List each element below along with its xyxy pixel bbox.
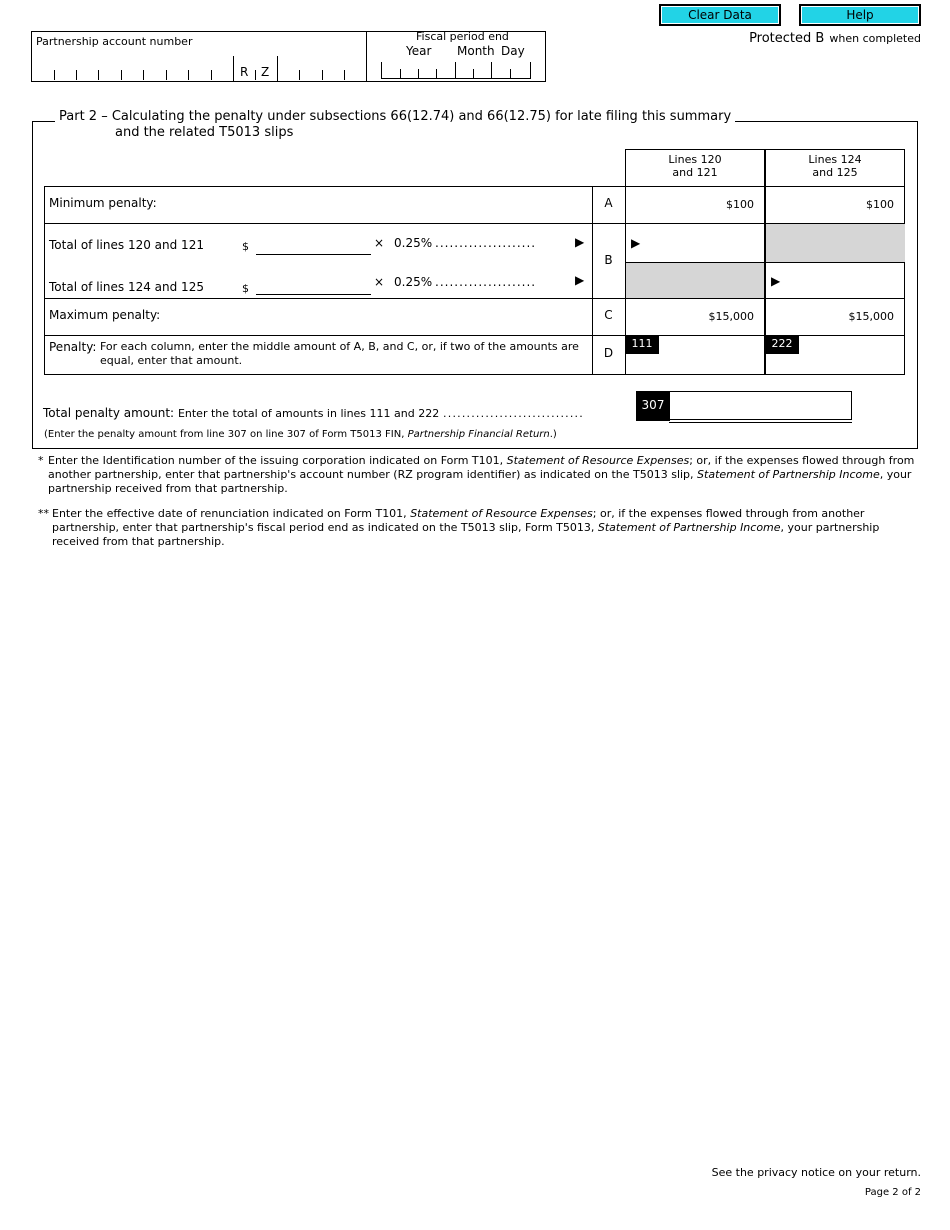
line-307-input[interactable]: [669, 391, 852, 420]
maximum-penalty-label: Maximum penalty:: [49, 308, 161, 322]
tick: [400, 69, 401, 79]
leader-dots: .....................: [435, 236, 537, 250]
penalty-label: Penalty:: [49, 340, 97, 354]
rate-b2: 0.25%: [394, 275, 433, 289]
clear-data-button[interactable]: Clear Data: [659, 4, 781, 26]
fiscal-sep-2: [491, 62, 492, 79]
tick: [98, 70, 99, 80]
penalty-instruction-line2: equal, enter that amount.: [100, 354, 243, 367]
letter-b: B: [604, 253, 613, 267]
b-col2-input[interactable]: [785, 264, 900, 297]
footnote-2-text: partnership, enter that partnership's fiscal period end as indicated on the T5013 slip, Form T5013,: [52, 521, 595, 534]
tick: [344, 70, 345, 80]
rz-z: Z: [261, 65, 270, 79]
penalty-instruction-line1: For each column, enter the middle amount of A, B, and C, or, if two of the amounts are: [100, 340, 579, 353]
tick: [166, 70, 167, 80]
max-penalty-col1: $15,000: [708, 310, 754, 323]
tick: [299, 70, 300, 80]
footnote-2-mark: **: [38, 507, 49, 520]
year-label: Year: [406, 44, 432, 58]
footnote-1-line1: [48, 454, 918, 468]
footnote-2-line2: [52, 521, 918, 535]
total-penalty-note: [44, 429, 557, 440]
arrow-icon: ▶: [631, 236, 641, 250]
tick: [54, 70, 55, 80]
tick: [473, 69, 474, 79]
total-penalty-label: Total penalty amount:: [43, 406, 175, 420]
part2-title-line1: Part 2 – Calculating the penalty under subsections 66(12.74) and 66(12.75) for late filing this summary: [55, 109, 735, 124]
minimum-penalty-label: Minimum penalty:: [49, 196, 157, 210]
footnote-1-text: another partnership, enter that partnership's account number (RZ program identifier) as indicated on the T5013 slip,: [48, 468, 694, 481]
protected-suffix: when completed: [829, 32, 921, 45]
footnote-2-line1: [52, 507, 918, 521]
total-124-125-input[interactable]: [256, 274, 371, 295]
b-col1-input[interactable]: [645, 226, 760, 260]
tick: [436, 69, 437, 79]
min-penalty-col2: $100: [866, 198, 894, 211]
footnote-1-text: ; or, if the expenses flowed through from: [689, 454, 915, 467]
protected-b-label: [749, 27, 921, 46]
month-label: Month: [457, 44, 495, 58]
line-307-badge: 307: [636, 391, 670, 421]
footnote-1-line3: partnership received from that partnership.: [48, 482, 288, 495]
footnote-1-italic: Statement of Resource Expenses: [506, 454, 690, 467]
total-penalty-text: Enter the total of amounts in lines 111 and 222: [177, 407, 440, 420]
tick: [510, 69, 511, 79]
footnote-1-mark: *: [38, 454, 44, 467]
note-italic: Partnership Financial Return: [407, 429, 550, 440]
fiscal-sep-1: [455, 62, 456, 79]
rz-r: R: [240, 65, 249, 79]
day-label: Day: [501, 44, 525, 58]
footnote-2-italic: Statement of Resource Expenses: [410, 507, 593, 520]
fiscal-left: [381, 62, 382, 79]
col2-header-line2: and 125: [812, 166, 858, 179]
page-number: Page 2 of 2: [864, 1187, 921, 1198]
leader-dots: ..............................: [443, 407, 584, 420]
letter-d: D: [603, 346, 614, 360]
min-penalty-col1: $100: [726, 198, 754, 211]
rz-divider-left: [233, 56, 234, 81]
note-suffix: .): [549, 429, 557, 440]
col2-header: [766, 153, 904, 179]
b-col1-shaded: [626, 263, 764, 298]
letter-a: A: [604, 196, 613, 210]
times-sign: ×: [374, 275, 385, 289]
footnote-2-line3: received from that partnership.: [52, 535, 225, 548]
footnote-2-italic: Statement of Partnership Income: [597, 521, 781, 534]
footnote-1-italic: Statement of Partnership Income: [697, 468, 880, 481]
tick: [211, 70, 212, 80]
total-lines-124-125-label: Total of lines 124 and 125: [49, 280, 204, 294]
footnote-1-text: , your: [879, 468, 912, 481]
line-222-badge: 222: [765, 336, 799, 354]
letter-c: C: [604, 308, 613, 322]
leader-dots: .....................: [435, 275, 537, 289]
dollar-sign: $: [242, 282, 249, 295]
b-col2-shaded: [766, 224, 905, 262]
footnote-2-text: Enter the effective date of renunciation indicated on Form T101,: [52, 507, 407, 520]
tick: [121, 70, 122, 80]
account-number-label: Partnership account number: [36, 35, 193, 48]
col1-header: [626, 153, 764, 179]
help-button[interactable]: Help: [799, 4, 921, 26]
total-120-121-input[interactable]: [256, 234, 371, 255]
total-lines-120-121-label: Total of lines 120 and 121: [49, 238, 204, 252]
line-111-input[interactable]: [660, 337, 764, 374]
arrow-icon: ▶: [575, 273, 585, 287]
tick: [143, 70, 144, 80]
rate-b1: 0.25%: [394, 236, 433, 250]
footnote-2: [52, 507, 918, 549]
col2-header-line1: Lines 124: [808, 153, 862, 166]
footnote-1: [48, 454, 918, 496]
line-222-input[interactable]: [800, 337, 904, 374]
row-line-b: [44, 298, 905, 299]
privacy-notice: See the privacy notice on your return.: [711, 1166, 921, 1179]
fiscal-period-label: Fiscal period end: [416, 30, 509, 43]
times-sign: ×: [374, 236, 385, 250]
tick: [418, 69, 419, 79]
line-307-underline: [669, 422, 852, 423]
arrow-icon: ▶: [575, 235, 585, 249]
total-penalty-row: [43, 406, 584, 420]
penalty-instruction: [100, 340, 590, 368]
col1-header-line1: Lines 120: [668, 153, 722, 166]
footnote-2-text: ; or, if the expenses flowed through from another: [592, 507, 865, 520]
header-divider: [366, 31, 367, 82]
tick: [188, 70, 189, 80]
line-111-badge: 111: [625, 336, 659, 354]
footnote-2-text: , your partnership: [780, 521, 880, 534]
max-penalty-col2: $15,000: [848, 310, 894, 323]
tick: [322, 70, 323, 80]
col1-header-line2: and 121: [672, 166, 718, 179]
fiscal-period-field[interactable]: [381, 60, 531, 80]
note-prefix: (Enter the penalty amount from line 307 on line 307 of Form T5013 FIN,: [44, 429, 405, 440]
tick: [255, 70, 256, 80]
dollar-sign: $: [242, 240, 249, 253]
part2-title-line2: and the related T5013 slips: [115, 125, 294, 140]
fiscal-baseline: [381, 78, 531, 79]
protected-main: Protected B: [749, 31, 825, 46]
footnote-1-text: Enter the Identification number of the issuing corporation indicated on Form T101,: [48, 454, 504, 467]
tick: [76, 70, 77, 80]
footnote-1-line2: [48, 468, 918, 482]
fiscal-right: [530, 62, 531, 79]
account-number-field[interactable]: [38, 56, 358, 80]
rz-divider-right: [277, 56, 278, 81]
arrow-icon: ▶: [771, 274, 781, 288]
